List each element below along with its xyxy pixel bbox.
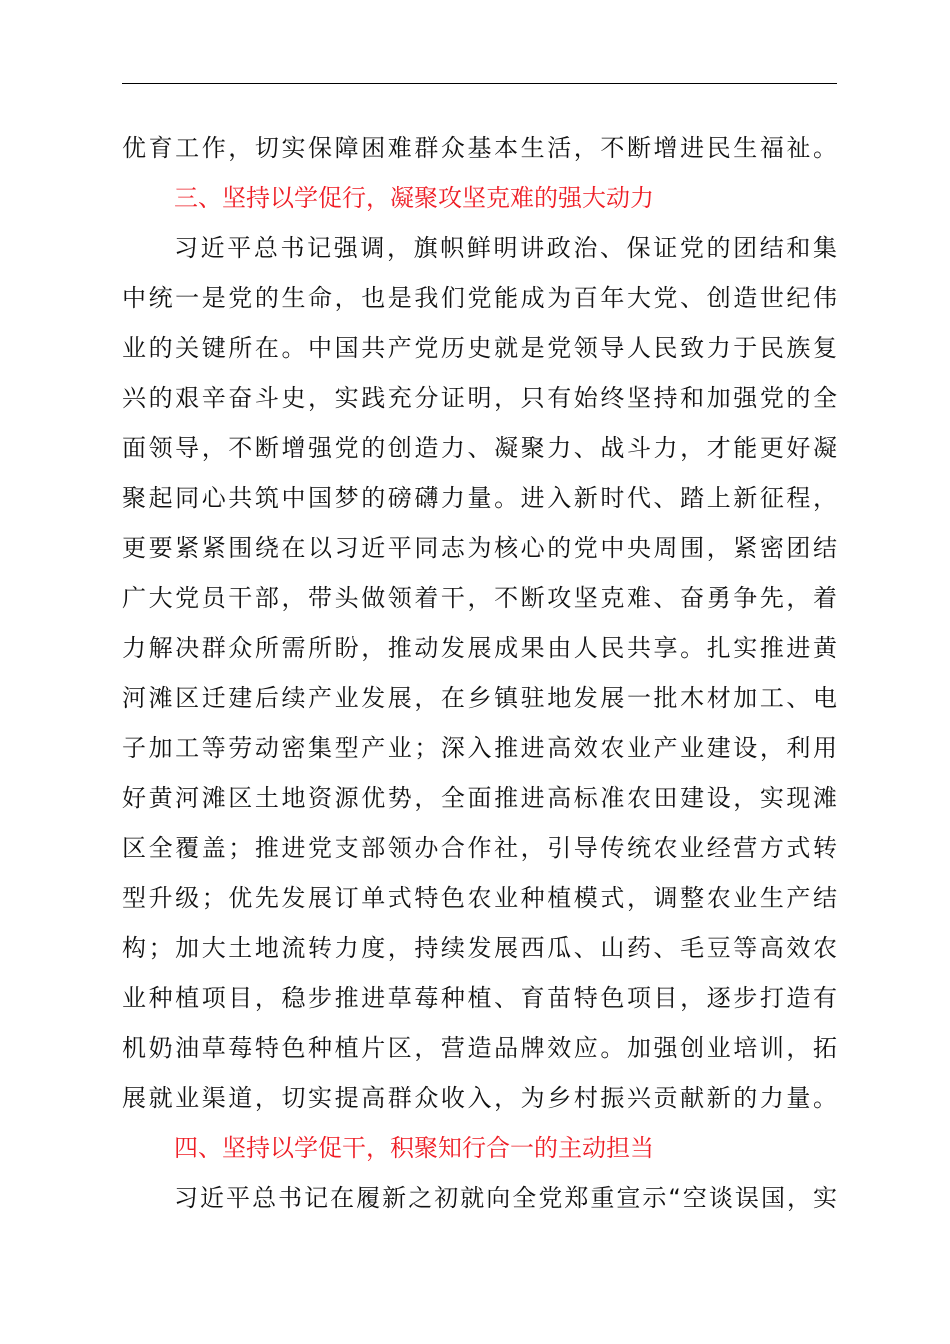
paragraph-line: 好黄河滩区土地资源优势，全面推进高标准农田建设，实现滩: [122, 784, 837, 812]
paragraph-line: 型升级；优先发展订单式特色农业种植模式，调整农业生产结: [122, 884, 837, 912]
paragraph-line: 力解决群众所需所盼，推动发展成果由人民共享。扎实推进黄: [122, 634, 837, 662]
paragraph-line: 展就业渠道，切实提高群众收入，为乡村振兴贡献新的力量。: [122, 1084, 837, 1112]
paragraph-line: 业的关键所在。中国共产党历史就是党领导人民致力于民族复: [122, 334, 837, 362]
paragraph-line: 更要紧紧围绕在以习近平同志为核心的党中央周围，紧密团结: [122, 534, 837, 562]
paragraph-line: 区全覆盖；推进党支部领办合作社，引导传统农业经营方式转: [122, 834, 837, 862]
paragraph-line: 河滩区迁建后续产业发展，在乡镇驻地发展一批木材加工、电: [122, 684, 837, 712]
paragraph-line: 机奶油草莓特色种植片区，营造品牌效应。加强创业培训，拓: [122, 1034, 837, 1062]
paragraph-line: 习近平总书记在履新之初就向全党郑重宣示“空谈误国，实: [174, 1184, 837, 1212]
paragraph-line: 中统一是党的生命，也是我们党能成为百年大党、创造世纪伟: [122, 284, 837, 312]
paragraph-line: 聚起同心共筑中国梦的磅礴力量。进入新时代、踏上新征程，: [122, 484, 837, 512]
paragraph-line: 习近平总书记强调，旗帜鲜明讲政治、保证党的团结和集: [174, 234, 837, 262]
header-rule: [122, 83, 837, 84]
paragraph-line: 构；加大土地流转力度，持续发展西瓜、山药、毛豆等高效农: [122, 934, 837, 962]
paragraph-line: 面领导，不断增强党的创造力、凝聚力、战斗力，才能更好凝: [122, 434, 837, 462]
section-heading-4: 四、坚持以学促干，积聚知行合一的主动担当: [174, 1134, 654, 1162]
paragraph-line: 兴的艰辛奋斗史，实践充分证明，只有始终坚持和加强党的全: [122, 384, 837, 412]
paragraph-line: 优育工作，切实保障困难群众基本生活，不断增进民生福祉。: [122, 134, 837, 162]
section-heading-3: 三、坚持以学促行，凝聚攻坚克难的强大动力: [174, 184, 654, 212]
paragraph-line: 广大党员干部，带头做领着干，不断攻坚克难、奋勇争先，着: [122, 584, 837, 612]
paragraph-line: 子加工等劳动密集型产业；深入推进高效农业产业建设，利用: [122, 734, 837, 762]
paragraph-line: 业种植项目，稳步推进草莓种植、育苗特色项目，逐步打造有: [122, 984, 837, 1012]
